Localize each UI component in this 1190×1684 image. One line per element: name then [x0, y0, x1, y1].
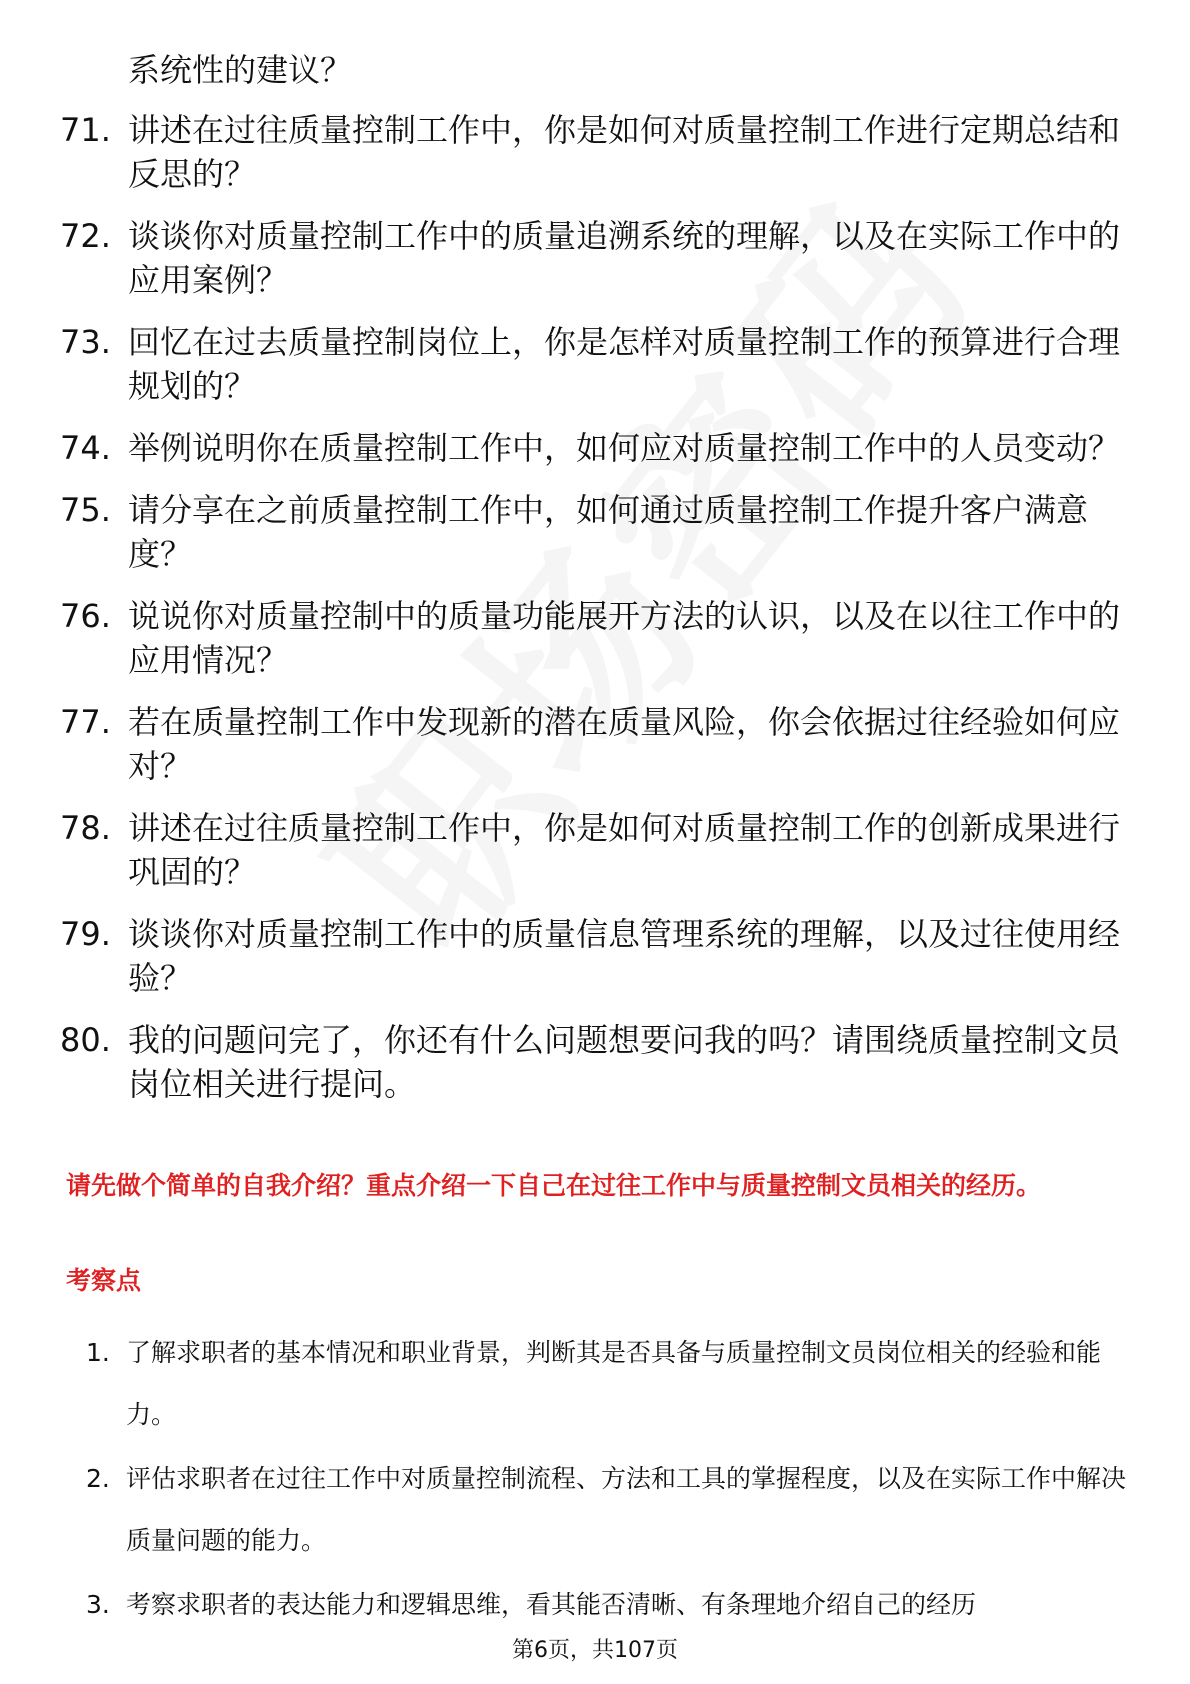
question-number: 76.	[60, 597, 111, 635]
question-number: 79.	[60, 915, 111, 953]
question-item	[60, 594, 1120, 682]
question-item	[60, 700, 1120, 788]
point-text: 考察求职者的表达能力和逻辑思维，看其能否清晰、有条理地介绍自己的经历	[126, 1590, 977, 1619]
question-text: 谈谈你对质量控制工作中的质量追溯系统的理解，以及在实际工作中的应用案例？	[128, 217, 1121, 299]
evaluation-points-list	[86, 1322, 1126, 1638]
points-heading: 考察点	[66, 1266, 142, 1295]
point-text: 了解求职者的基本情况和职业背景，判断其是否具备与质量控制文员岗位相关的经验和能力。	[126, 1338, 1102, 1429]
question-item	[60, 1018, 1120, 1106]
question-text: 讲述在过往质量控制工作中，你是如何对质量控制工作的创新成果进行巩固的？	[128, 809, 1121, 891]
point-number: 2.	[86, 1464, 110, 1493]
page-footer: 第6页，共107页	[512, 1638, 678, 1663]
question-item	[60, 806, 1120, 894]
question-continuation: 系统性的建议？	[128, 51, 353, 89]
question-item	[60, 320, 1120, 408]
question-text: 讲述在过往质量控制工作中，你是如何对质量控制工作进行定期总结和反思的？	[128, 111, 1121, 193]
question-item	[60, 488, 1120, 576]
question-number: 71.	[60, 111, 111, 149]
question-text: 举例说明你在质量控制工作中，如何应对质量控制工作中的人员变动？	[128, 429, 1121, 467]
question-item	[60, 912, 1120, 1000]
point-item	[86, 1322, 1126, 1446]
question-number: 74.	[60, 429, 111, 467]
section-heading: 请先做个简单的自我介绍？重点介绍一下自己在过往工作中与质量控制文员相关的经历。	[66, 1171, 1042, 1200]
point-text: 评估求职者在过往工作中对质量控制流程、方法和工具的掌握程度，以及在实际工作中解决质量问题的能力。	[126, 1464, 1127, 1555]
question-text: 我的问题问完了，你还有什么问题想要问我的吗？请围绕质量控制文员岗位相关进行提问。	[128, 1021, 1121, 1103]
question-text: 请分享在之前质量控制工作中，如何通过质量控制工作提升客户满意度？	[128, 491, 1089, 573]
question-number: 73.	[60, 323, 111, 361]
question-number: 80.	[60, 1021, 111, 1059]
question-number: 75.	[60, 491, 111, 529]
question-item	[60, 426, 1120, 470]
question-text: 说说你对质量控制中的质量功能展开方法的认识，以及在以往工作中的应用情况？	[128, 597, 1121, 679]
question-number: 77.	[60, 703, 111, 741]
question-item	[60, 214, 1120, 302]
point-item	[86, 1574, 1126, 1636]
question-number: 78.	[60, 809, 111, 847]
point-number: 3.	[86, 1590, 110, 1619]
question-text: 谈谈你对质量控制工作中的质量信息管理系统的理解，以及过往使用经验？	[128, 915, 1121, 997]
question-number: 72.	[60, 217, 111, 255]
point-item	[86, 1448, 1126, 1572]
point-number: 1.	[86, 1338, 110, 1367]
question-list	[60, 48, 1120, 1124]
question-text: 若在质量控制工作中发现新的潜在质量风险，你会依据过往经验如何应对？	[128, 703, 1121, 785]
question-text: 回忆在过去质量控制岗位上，你是怎样对质量控制工作的预算进行合理规划的？	[128, 323, 1121, 405]
question-item	[60, 108, 1120, 196]
